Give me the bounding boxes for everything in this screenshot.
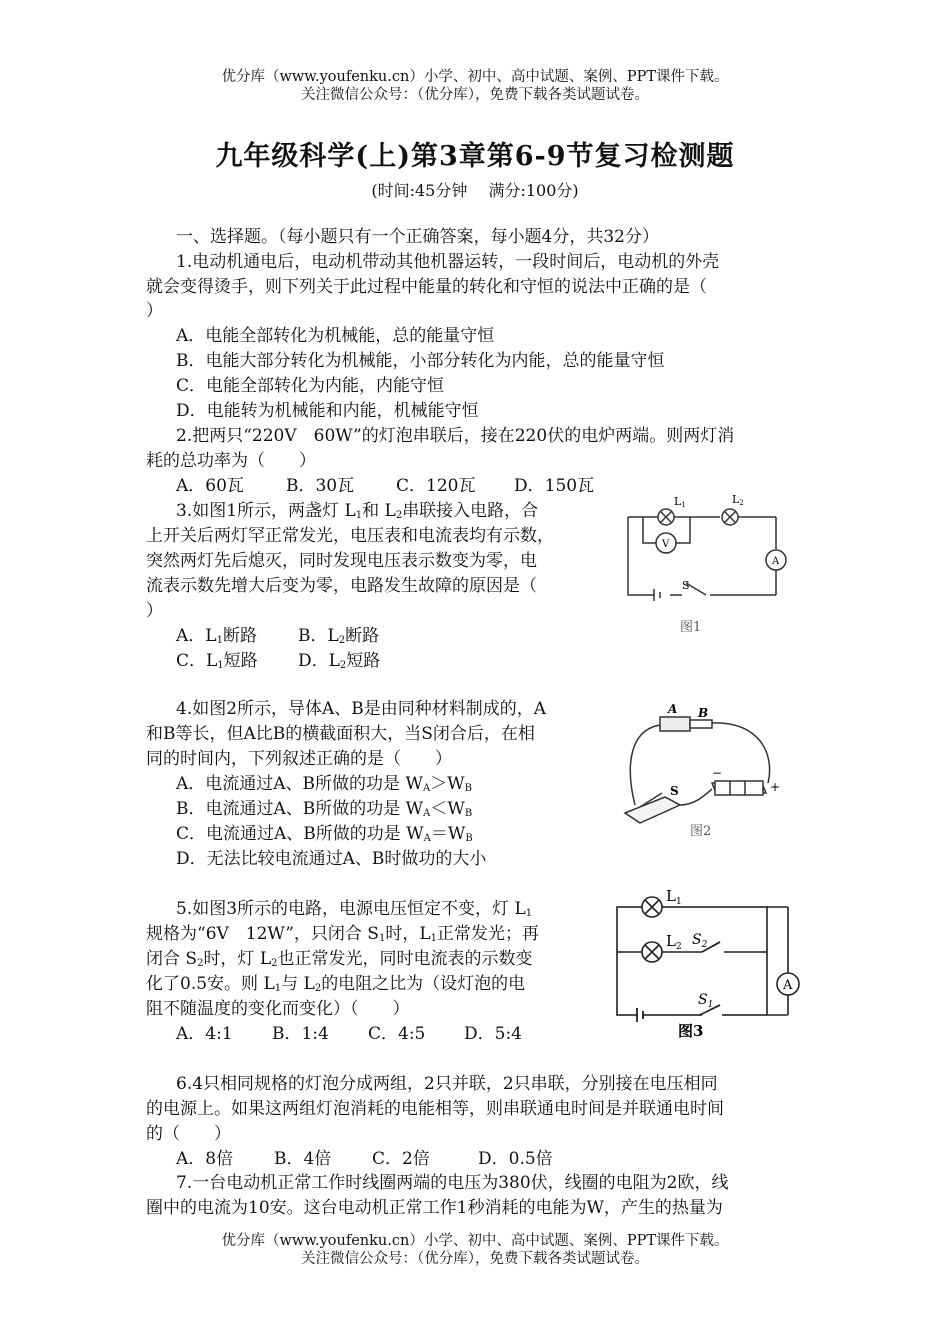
figure-1-label-l2: L2 [732,493,744,507]
q5-line-3: 闭合 $S_2$时，灯 $L_2$也正常发光，同时电流表的示数变 [146,949,533,969]
figure-3-svg [612,880,810,1040]
q2-line-1: 2.把两只“220V 60W”的灯泡串联后，接在220伏的电炉两端。则两灯消 [176,426,735,446]
figure-3-label-s2: $S_2$ [692,932,708,950]
q5-option-b: B．1:4 [272,1024,329,1044]
figure-1-caption: 图1 [680,620,702,635]
figure-1-circuit [618,485,798,640]
footer-line-2: 关注微信公众号：（优分库），免费下载各类试题试卷。 [301,1251,649,1267]
q6-line-2: 的电源上。如果这两组灯泡消耗的电能相等，则串联通电时间是并联通电时间 [146,1099,724,1119]
page-subtitle: (时间:45分钟 满分:100分) [371,181,579,200]
q7-line-1: 7.一台电动机正常工作时线圈两端的电压为380伏，线圈的电阻为2欧，线 [176,1173,729,1193]
figure-2-label-s: S [670,784,679,798]
q2-option-d: D．150瓦 [514,476,595,496]
q4-option-a: A．电流通过A、B所做的功是 $W_A>W_B$ [176,774,473,794]
q4-line-3: 同的时间内，下列叙述正确的是（ ） [146,749,452,769]
q6-line-3: 的（ ） [146,1124,231,1144]
figure-1-ammeter-label: A [772,556,780,567]
q4-line-2: 和B等长，但A比B的横截面积大，当S闭合后，在相 [146,724,535,744]
q4-option-c: C．电流通过A、B所做的功是 $W_A=W_B$ [176,824,473,844]
q4-option-d: D．无法比较电流通过A、B时做功的大小 [176,849,487,869]
q1-line-1: 1.电动机通电后，电动机带动其他机器运转，一段时间后，电动机的外壳 [176,252,720,272]
q2-option-a: A．60瓦 [176,476,244,496]
q1-option-b: B．电能大部分转化为机械能，小部分转化为内能，总的能量守恒 [176,351,665,371]
figure-2-svg [620,695,790,845]
q5-line-4: 化了0.5安。则 $L_1$与 $L_2$的电阻之比为（设灯泡的电 [146,974,526,994]
q6-option-b: B．4倍 [274,1149,332,1169]
section-heading: 一、选择题。（每小题只有一个正确答案，每小题4分，共32分） [176,227,659,247]
q4-option-b: B．电流通过A、B所做的功是 $W_A<W_B$ [176,799,473,819]
figure-3-label-s1: $S_1$ [698,992,714,1010]
figure-2-label-plus: + [770,780,781,794]
q5-line-2: 规格为“6V 12W”，只闭合 $S_1$时，$L_1$正常发光；再 [146,924,539,944]
q5-option-c: C．4:5 [368,1024,426,1044]
q3-line-2: 上开关后两灯罕正常发光，电压表和电流表均有示数， [146,526,554,546]
page-header [0,68,950,104]
figure-2-label-b: B [698,706,709,720]
q5-option-d: D．5:4 [464,1024,522,1044]
figure-3-circuit [612,880,810,1040]
figure-1-svg [618,485,798,640]
footer-line-1: 优分库（www.youfenku.cn）小学、初中、高中试题、案例、PPT课件下载。 [221,1233,729,1249]
q3-line-5: ） [146,601,163,621]
q3-line-4: 流表示数先增大后变为零，电路发生故障的原因是（ [146,576,537,596]
q6-option-d: D．0.5倍 [478,1149,553,1169]
q1-line-2: 就会变得烫手，则下列关于此过程中能量的转化和守恒的说法中正确的是（ [146,277,707,297]
figure-1-switch-label: S [682,579,690,592]
q3-line-3: 突然两灯先后熄灭，同时发现电压表示数变为零，电 [146,551,537,571]
figure-3-label-l1: $L_1$ [666,887,682,907]
q1-line-3: ） [146,301,163,321]
header-line-2: 关注微信公众号：（优分库），免费下载各类试题试卷。 [301,87,649,103]
q1-option-a: A．电能全部转化为机械能，总的能量守恒 [176,326,495,346]
q3-option-c: C．$L_1$短路 [176,651,258,671]
q2-option-b: B．30瓦 [286,476,355,496]
figure-1-voltmeter-label: V [662,539,670,550]
figure-3-caption: 图3 [678,1022,704,1040]
figure-1-label-l1: L1 [674,495,686,509]
q1-option-c: C．电能全部转化为内能，内能守恒 [176,376,445,396]
q3-option-b: B．$L_2$断路 [298,626,380,646]
figure-2-circuit [620,695,790,845]
q1-option-d: D．电能转为机械能和内能，机械能守恒 [176,401,479,421]
page-title: 九年级科学(上)第3章第6-9节复习检测题 [215,141,735,172]
figure-2-label-minus: − [712,766,723,780]
figure-2-label-a: A [668,702,678,716]
q3-line-1: 3.如图1所示，两盏灯 $L_1$和 $L_2$串联接入电路，合 [176,501,539,521]
q5-option-a: A．4:1 [176,1024,233,1044]
figure-2-caption: 图2 [690,824,712,839]
figure-3-label-l2: $L_2$ [666,932,682,952]
q6-option-c: C．2倍 [372,1149,430,1169]
q6-line-1: 6.4只相同规格的灯泡分成两组，2只并联，2只串联，分别接在电压相同 [176,1074,718,1094]
q5-line-1: 5.如图3所示的电路，电源电压恒定不变，灯 $L_1$ [176,899,533,919]
q3-option-d: D．$L_2$短路 [298,651,381,671]
q4-line-1: 4.如图2所示，导体A、B是由同种材料制成的，A [176,699,547,719]
header-line-1: 优分库（www.youfenku.cn）小学、初中、高中试题、案例、PPT课件下载。 [221,69,729,85]
q2-option-c: C．120瓦 [396,476,476,496]
figure-3-ammeter-label: A [783,978,793,993]
page-footer [0,1232,950,1268]
q5-line-5: 阻不随温度的变化而变化）（ ） [146,999,410,1019]
q7-line-2: 圈中的电流为10安。这台电动机正常工作1秒消耗的电能为W，产生的热量为 [146,1198,723,1218]
q3-option-a: A．$L_1$断路 [176,626,257,646]
q6-option-a: A．8倍 [176,1149,234,1169]
q2-line-2: 耗的总功率为（ ） [146,451,316,471]
